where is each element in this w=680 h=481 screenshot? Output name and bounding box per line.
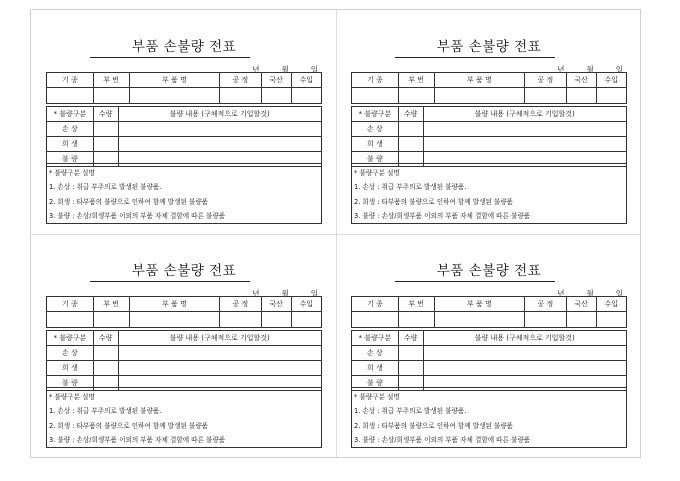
defect-type-header: * 불량구분 — [352, 107, 399, 122]
defect-description-header: 불량 내용 (구체적으로 기입할것) — [118, 331, 322, 346]
model-cell[interactable] — [352, 88, 399, 104]
part-info-table — [351, 72, 627, 104]
note-line: 2. 희생 : 타부품의 불량으로 인하여 함께 발생된 불량품 — [49, 421, 209, 430]
defect-description-header: 불량 내용 (구체적으로 기입할것) — [118, 107, 322, 122]
date-year-label: 년 — [252, 65, 260, 74]
import-cell[interactable] — [291, 312, 321, 328]
quantity-cell[interactable] — [93, 346, 118, 361]
quantity-cell[interactable] — [398, 346, 423, 361]
note-line: 3. 불량 : 손상/희생부품 이외의 부품 자체 결함에 따른 불량품 — [49, 211, 226, 220]
defect-description-header: 불량 내용 (구체적으로 기입할것) — [423, 107, 627, 122]
defect-type-header: * 불량구분 — [47, 107, 94, 122]
header-part-name: 부 품 명 — [434, 73, 525, 88]
model-cell[interactable] — [47, 312, 94, 328]
date-day-label: 일 — [615, 289, 623, 298]
import-cell[interactable] — [291, 88, 321, 104]
notes-title: * 불량구분 설명 — [354, 169, 400, 177]
defect-table — [46, 106, 322, 167]
defect-type-label: 희 생 — [352, 361, 399, 376]
note-line: 1. 손상 : 취급 부주의로 발생된 불량품. — [354, 407, 467, 416]
date-year-label: 년 — [557, 289, 565, 298]
defect-header-row — [47, 107, 322, 122]
description-cell[interactable] — [118, 361, 322, 376]
domestic-cell[interactable] — [566, 88, 596, 104]
defect-type-label: 불 량 — [352, 152, 399, 167]
horizontal-cut-line — [31, 234, 640, 235]
description-cell[interactable] — [423, 361, 627, 376]
defect-type-label: 손 상 — [47, 122, 94, 137]
header-import: 수입 — [291, 73, 321, 88]
header-model: 기 종 — [47, 297, 94, 312]
notes-title: * 불량구분 설명 — [49, 393, 95, 401]
date-month-label: 월 — [281, 65, 289, 74]
import-cell[interactable] — [596, 312, 626, 328]
description-cell[interactable] — [118, 122, 322, 137]
model-cell[interactable] — [47, 88, 94, 104]
note-line: 1. 손상 : 취급 부주의로 발생된 불량품. — [49, 407, 162, 416]
header-domestic: 국산 — [261, 73, 291, 88]
defect-header-row — [352, 107, 627, 122]
part-info-entry-row — [352, 88, 627, 104]
notes-title: * 불량구분 설명 — [49, 169, 95, 177]
defect-type-label: 희 생 — [352, 137, 399, 152]
note-line: 1. 손상 : 취급 부주의로 발생된 불량품. — [49, 183, 162, 192]
date-year-label: 년 — [252, 289, 260, 298]
title-underline — [90, 281, 250, 282]
domestic-cell[interactable] — [566, 312, 596, 328]
note-line: 1. 손상 : 취급 부주의로 발생된 불량품. — [354, 183, 467, 192]
date-day-label: 일 — [310, 65, 318, 74]
part-info-entry-row — [352, 312, 627, 328]
header-model: 기 종 — [352, 297, 399, 312]
part-number-cell[interactable] — [93, 88, 129, 104]
description-cell[interactable] — [423, 137, 627, 152]
defect-description-header: 불량 내용 (구체적으로 기입할것) — [423, 331, 627, 346]
defect-table — [351, 106, 627, 167]
quantity-header: 수량 — [398, 107, 423, 122]
date-day-label: 일 — [310, 289, 318, 298]
note-line: 3. 불량 : 손상/희생부품 이외의 부품 자체 결함에 따른 불량품 — [49, 435, 226, 444]
defect-type-header: * 불량구분 — [47, 331, 94, 346]
date-year-label: 년 — [557, 65, 565, 74]
quantity-header: 수량 — [398, 331, 423, 346]
quantity-cell[interactable] — [398, 361, 423, 376]
header-process: 공 정 — [220, 73, 261, 88]
header-domestic: 국산 — [566, 73, 596, 88]
header-part-name: 부 품 명 — [434, 297, 525, 312]
defect-type-notes — [351, 163, 627, 224]
import-cell[interactable] — [596, 88, 626, 104]
header-model: 기 종 — [47, 73, 94, 88]
defect-type-notes — [46, 163, 322, 224]
quantity-cell[interactable] — [93, 137, 118, 152]
defect-type-notes — [351, 387, 627, 448]
title-underline — [395, 57, 555, 58]
note-line: 2. 희생 : 타부품의 불량으로 인하여 함께 발생된 불량품 — [354, 421, 514, 430]
header-part-name: 부 품 명 — [129, 297, 220, 312]
defect-header-row — [352, 331, 627, 346]
defect-type-label: 불 량 — [352, 376, 399, 391]
defect-type-label: 불 량 — [47, 376, 94, 391]
part-info-header-row — [47, 297, 322, 312]
defect-row — [352, 361, 627, 376]
defect-row — [47, 122, 322, 137]
part-info-entry-row — [47, 312, 322, 328]
defect-type-label: 희 생 — [47, 361, 94, 376]
part-info-header-row — [352, 73, 627, 88]
header-import: 수입 — [596, 73, 626, 88]
part-info-table — [46, 72, 322, 104]
defect-row — [352, 346, 627, 361]
header-import: 수입 — [291, 297, 321, 312]
model-cell[interactable] — [352, 312, 399, 328]
defect-table — [351, 330, 627, 391]
part-number-cell[interactable] — [93, 312, 129, 328]
date-month-label: 월 — [586, 65, 594, 74]
defect-type-header: * 불량구분 — [352, 331, 399, 346]
defect-row — [352, 137, 627, 152]
note-line: 3. 불량 : 손상/희생부품 이외의 부품 자체 결함에 따른 불량품 — [354, 435, 531, 444]
header-part-name: 부 품 명 — [129, 73, 220, 88]
domestic-cell[interactable] — [261, 88, 291, 104]
header-part-number: 부 번 — [93, 297, 129, 312]
title-underline — [90, 57, 250, 58]
form-title: 부품 손불량 전표 — [436, 39, 542, 55]
part-info-table — [46, 296, 322, 328]
header-import: 수입 — [596, 297, 626, 312]
quantity-header: 수량 — [93, 107, 118, 122]
defect-header-row — [47, 331, 322, 346]
document-sheet — [30, 9, 641, 458]
note-line: 3. 불량 : 손상/희생부품 이외의 부품 자체 결함에 따른 불량품 — [354, 211, 531, 220]
defect-type-label: 불 량 — [47, 152, 94, 167]
defect-row — [47, 361, 322, 376]
header-part-number: 부 번 — [398, 297, 434, 312]
date-month-label: 월 — [586, 289, 594, 298]
quantity-cell[interactable] — [93, 122, 118, 137]
part-name-cell[interactable] — [434, 88, 525, 104]
part-name-cell[interactable] — [129, 312, 220, 328]
title-underline — [395, 281, 555, 282]
header-part-number: 부 번 — [398, 73, 434, 88]
process-cell[interactable] — [220, 312, 261, 328]
quantity-header: 수량 — [93, 331, 118, 346]
description-cell[interactable] — [423, 122, 627, 137]
header-model: 기 종 — [352, 73, 399, 88]
description-cell[interactable] — [118, 137, 322, 152]
header-process: 공 정 — [525, 73, 566, 88]
quantity-cell[interactable] — [398, 137, 423, 152]
defect-row — [352, 122, 627, 137]
header-part-number: 부 번 — [93, 73, 129, 88]
header-process: 공 정 — [220, 297, 261, 312]
form-title: 부품 손불량 전표 — [131, 263, 237, 279]
note-line: 2. 희생 : 타부품의 불량으로 인하여 함께 발생된 불량품 — [49, 197, 209, 206]
quantity-cell[interactable] — [93, 361, 118, 376]
defect-row — [47, 346, 322, 361]
process-cell[interactable] — [525, 88, 566, 104]
form-title: 부품 손불량 전표 — [131, 39, 237, 55]
quantity-cell[interactable] — [398, 122, 423, 137]
notes-title: * 불량구분 설명 — [354, 393, 400, 401]
part-info-header-row — [352, 297, 627, 312]
part-number-cell[interactable] — [398, 312, 434, 328]
defect-type-label: 손 상 — [352, 346, 399, 361]
defect-type-label: 손 상 — [352, 122, 399, 137]
form-title: 부품 손불량 전표 — [436, 263, 542, 279]
defect-type-label: 손 상 — [47, 346, 94, 361]
part-name-cell[interactable] — [434, 312, 525, 328]
header-domestic: 국산 — [566, 297, 596, 312]
defect-row — [47, 137, 322, 152]
date-day-label: 일 — [615, 65, 623, 74]
description-cell[interactable] — [423, 346, 627, 361]
header-domestic: 국산 — [261, 297, 291, 312]
defect-type-label: 희 생 — [47, 137, 94, 152]
defect-table — [46, 330, 322, 391]
description-cell[interactable] — [118, 346, 322, 361]
part-name-cell[interactable] — [129, 88, 220, 104]
process-cell[interactable] — [525, 312, 566, 328]
process-cell[interactable] — [220, 88, 261, 104]
defect-type-notes — [46, 387, 322, 448]
header-process: 공 정 — [525, 297, 566, 312]
part-info-header-row — [47, 73, 322, 88]
date-month-label: 월 — [281, 289, 289, 298]
part-number-cell[interactable] — [398, 88, 434, 104]
part-info-entry-row — [47, 88, 322, 104]
domestic-cell[interactable] — [261, 312, 291, 328]
note-line: 2. 희생 : 타부품의 불량으로 인하여 함께 발생된 불량품 — [354, 197, 514, 206]
part-info-table — [351, 296, 627, 328]
